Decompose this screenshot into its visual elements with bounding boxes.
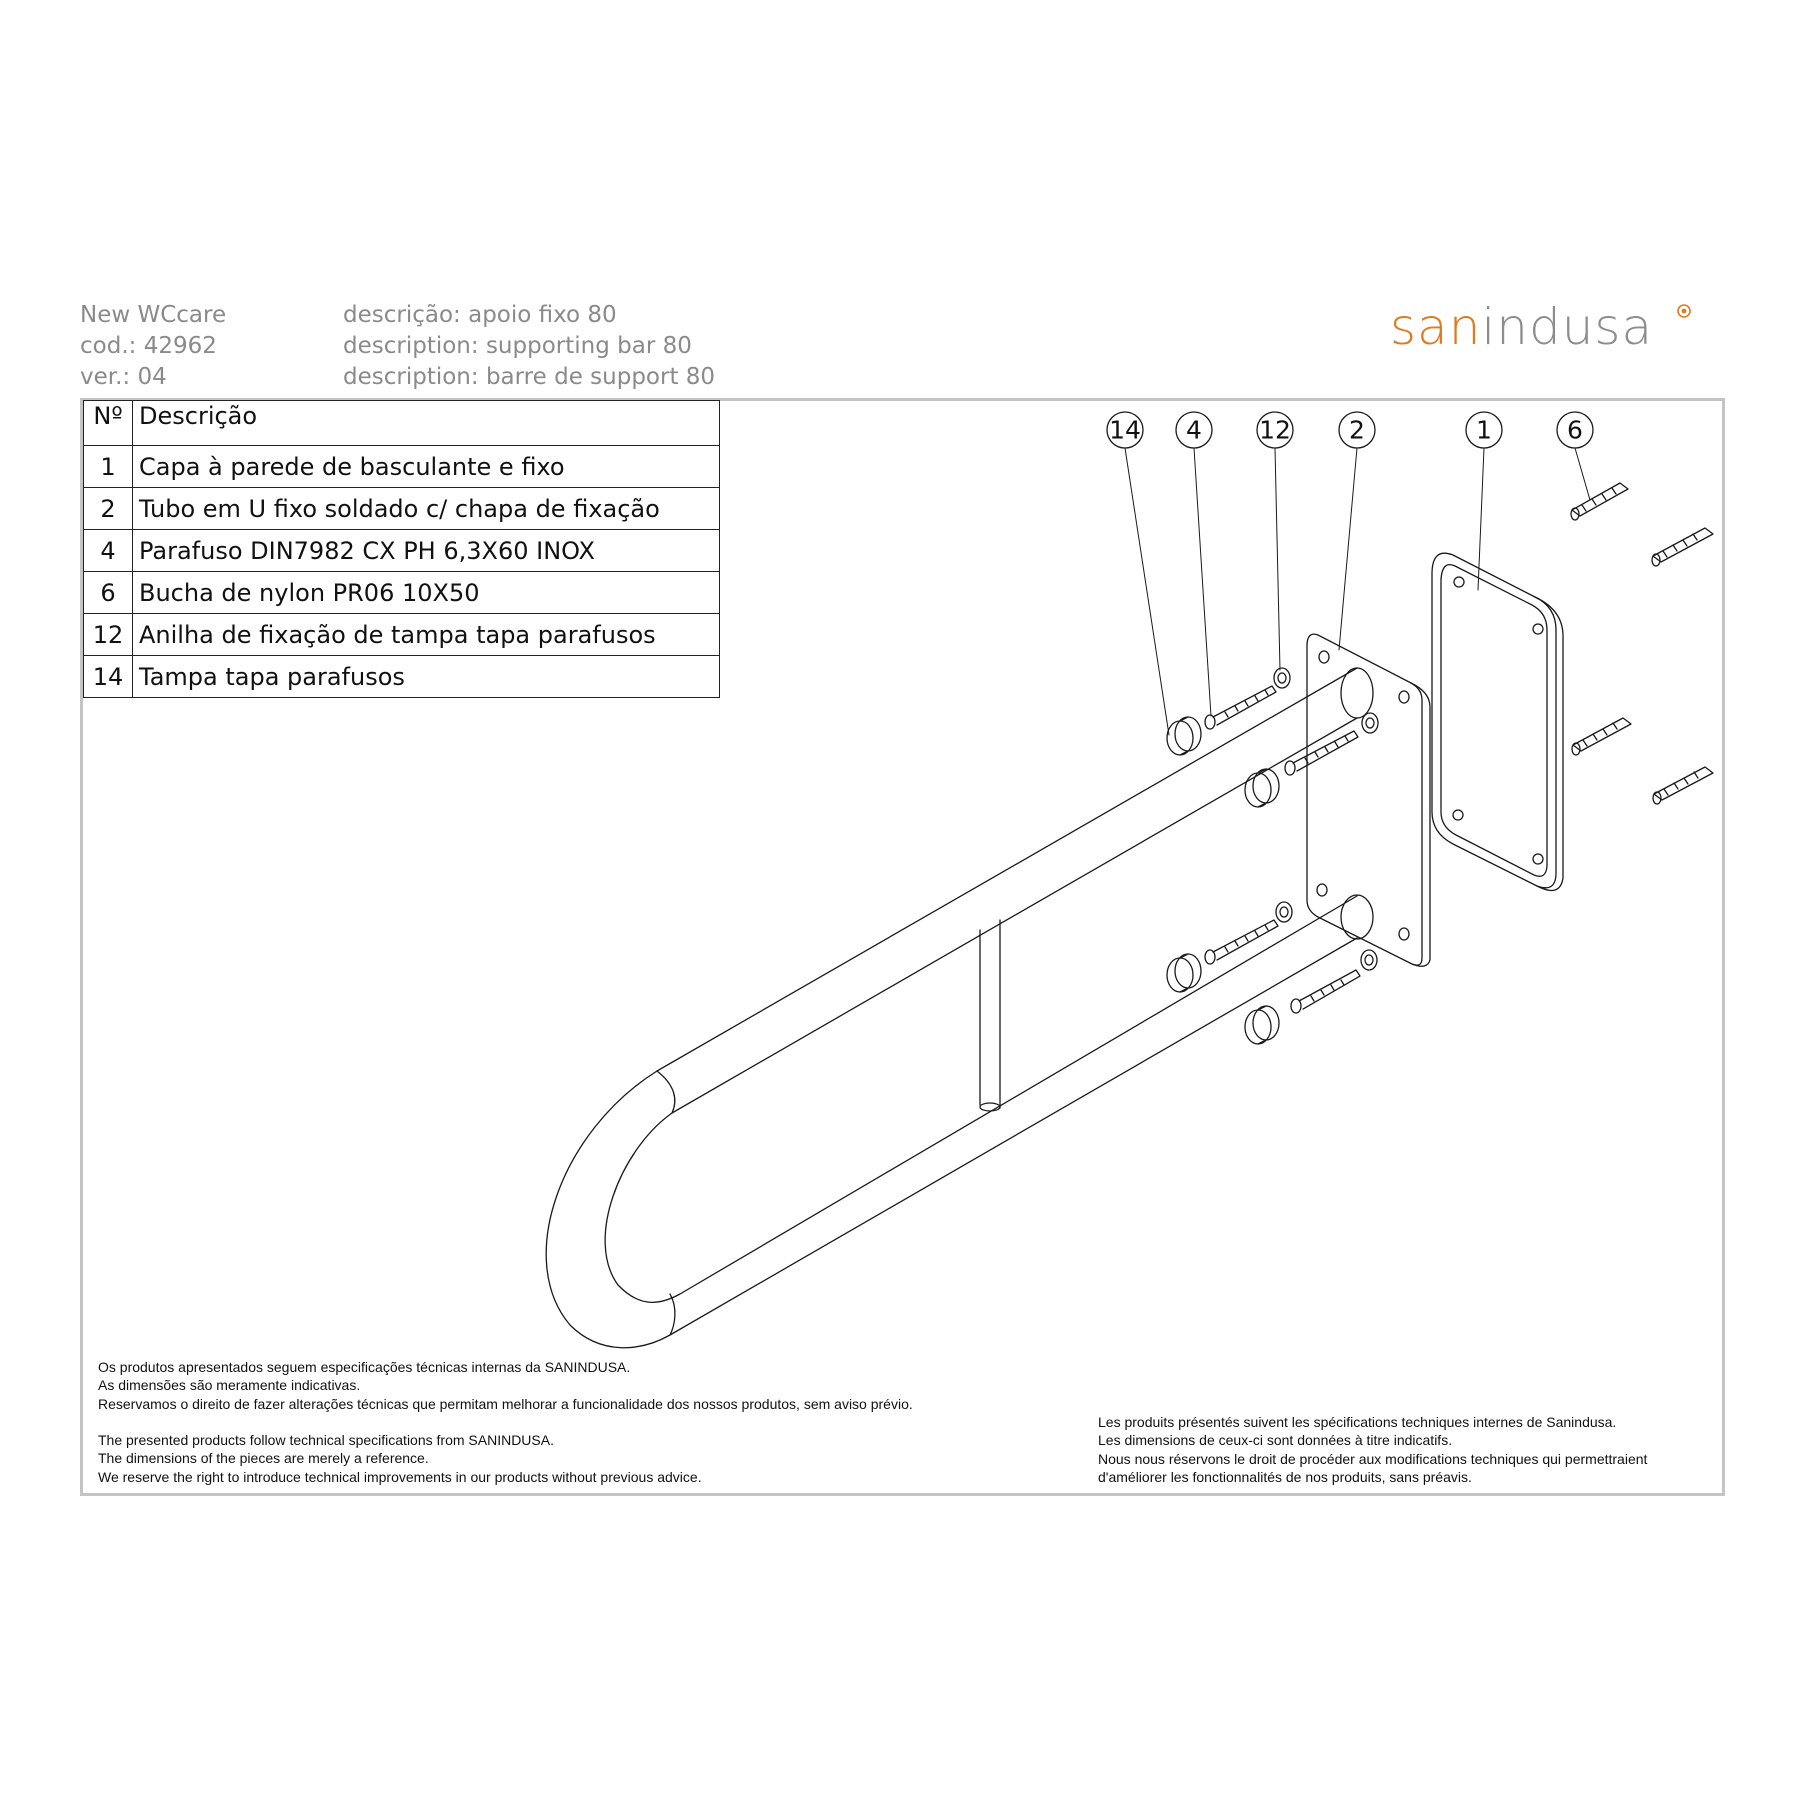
callout-leaders — [1125, 448, 1590, 735]
screw — [1205, 686, 1276, 729]
product-name: New WCcare — [80, 302, 227, 328]
wall-cover — [1432, 553, 1556, 888]
part-number: 12 — [84, 614, 133, 656]
nylon-anchor — [1572, 718, 1631, 755]
part-number: 6 — [84, 572, 133, 614]
callout-label: 12 — [1259, 415, 1291, 445]
washer — [1276, 902, 1292, 922]
callout-balloon-14 — [1107, 412, 1143, 448]
washer — [1362, 713, 1378, 733]
logo-text-indusa: indusa — [1481, 298, 1654, 356]
u-tube-inner — [605, 718, 1357, 1302]
mounting-plate-edge — [1411, 683, 1430, 966]
part-description: Tubo em U fixo soldado c/ chapa de fixação — [133, 488, 720, 530]
disclaimer-line: Nous nous réservons le droit de procéder aux modifications techniques qui permettraient — [1098, 1450, 1648, 1467]
screw-cap — [1245, 1006, 1279, 1044]
screw-cap — [1245, 769, 1279, 807]
disclaimer-line: Les dimensions de ceux-ci sont données à titre indicatifs. — [1098, 1432, 1453, 1449]
u-tube-end-bottom — [1341, 895, 1373, 939]
u-tube-outer — [546, 668, 1357, 1348]
u-tube-seam-upper — [657, 1071, 675, 1113]
disclaimer-pt — [98, 1358, 913, 1413]
nylon-anchor — [1571, 483, 1628, 520]
callout-label: 14 — [1109, 415, 1141, 445]
part-description: Tampa tapa parafusos — [133, 656, 720, 698]
u-tube-crossbar — [980, 920, 1000, 1111]
product-code: cod.: 42962 — [80, 333, 217, 359]
screw-cap — [1167, 717, 1201, 755]
callout-balloon-4 — [1176, 412, 1212, 448]
disclaimer-en — [98, 1431, 702, 1486]
wall-cover-holes — [1453, 577, 1543, 864]
disclaimer-line: Os produtos apresentados seguem especificações técnicas internas da SANINDUSA. — [98, 1359, 631, 1375]
callout-balloon-6 — [1557, 412, 1593, 448]
callout-balloon-12 — [1257, 412, 1293, 448]
parts-table — [83, 400, 720, 698]
table-row — [84, 656, 720, 698]
nylon-anchor — [1653, 767, 1713, 804]
part-description: Parafuso DIN7982 CX PH 6,3X60 INOX — [133, 530, 720, 572]
disclaimer-line: The dimensions of the pieces are merely a reference. — [98, 1450, 429, 1467]
wall-cover-inner — [1441, 565, 1547, 877]
disclaimer-fr — [1098, 1413, 1647, 1487]
disclaimer-line: Les produits présentés suivent les spécifications techniques internes de Sanindusa. — [1098, 1414, 1617, 1430]
parts-table-header — [84, 401, 720, 446]
description-pt: descrição: apoio fixo 80 — [343, 302, 617, 328]
logo-text-san: san — [1390, 298, 1482, 356]
header-description: Descrição — [133, 401, 720, 446]
table-row — [84, 572, 720, 614]
header-number: Nº — [84, 401, 133, 446]
disclaimer-line: As dimensões são meramente indicativas. — [98, 1377, 361, 1394]
callout-label: 2 — [1349, 415, 1365, 445]
callout-label: 1 — [1476, 415, 1492, 445]
callout-balloon-2 — [1339, 412, 1375, 448]
table-row — [84, 446, 720, 488]
disclaimer-line: The presented products follow technical specifications from SANINDUSA. — [98, 1432, 554, 1448]
wall-cover-edge — [1535, 597, 1563, 891]
table-row — [84, 530, 720, 572]
part-number: 4 — [84, 530, 133, 572]
part-description: Anilha de fixação de tampa tapa parafusos — [133, 614, 720, 656]
callout-balloon-1 — [1466, 412, 1502, 448]
description-fr: description: barre de support 80 — [343, 364, 716, 390]
screw — [1291, 970, 1360, 1013]
screw-cap — [1167, 954, 1201, 992]
nylon-anchor — [1652, 528, 1713, 566]
u-tube-seam-lower — [670, 1294, 675, 1335]
disclaimer-line: Reservamos o direito de fazer alterações técnicas que permitam melhorar a funcionalidade dos nossos produtos, sem aviso prévio. — [98, 1395, 913, 1412]
disclaimer-line: d'améliorer les fonctionnalités de nos produits, sans préavis. — [1098, 1469, 1472, 1486]
part-description: Capa à parede de basculante e fixo — [133, 446, 720, 488]
callout-label: 6 — [1567, 415, 1583, 445]
part-description: Bucha de nylon PR06 10X50 — [133, 572, 720, 614]
washer — [1274, 668, 1290, 688]
part-number: 1 — [84, 446, 133, 488]
part-number: 14 — [84, 656, 133, 698]
screw — [1205, 920, 1278, 964]
table-row — [84, 488, 720, 530]
washer — [1361, 950, 1377, 970]
disclaimer-line: We reserve the right to introduce technical improvements in our products without previous advice. — [98, 1468, 702, 1485]
u-tube-end-top — [1341, 668, 1373, 718]
callout-label: 4 — [1186, 415, 1202, 445]
part-number: 2 — [84, 488, 133, 530]
description-en: description: supporting bar 80 — [343, 333, 692, 359]
product-version: ver.: 04 — [80, 364, 167, 390]
table-row — [84, 614, 720, 656]
